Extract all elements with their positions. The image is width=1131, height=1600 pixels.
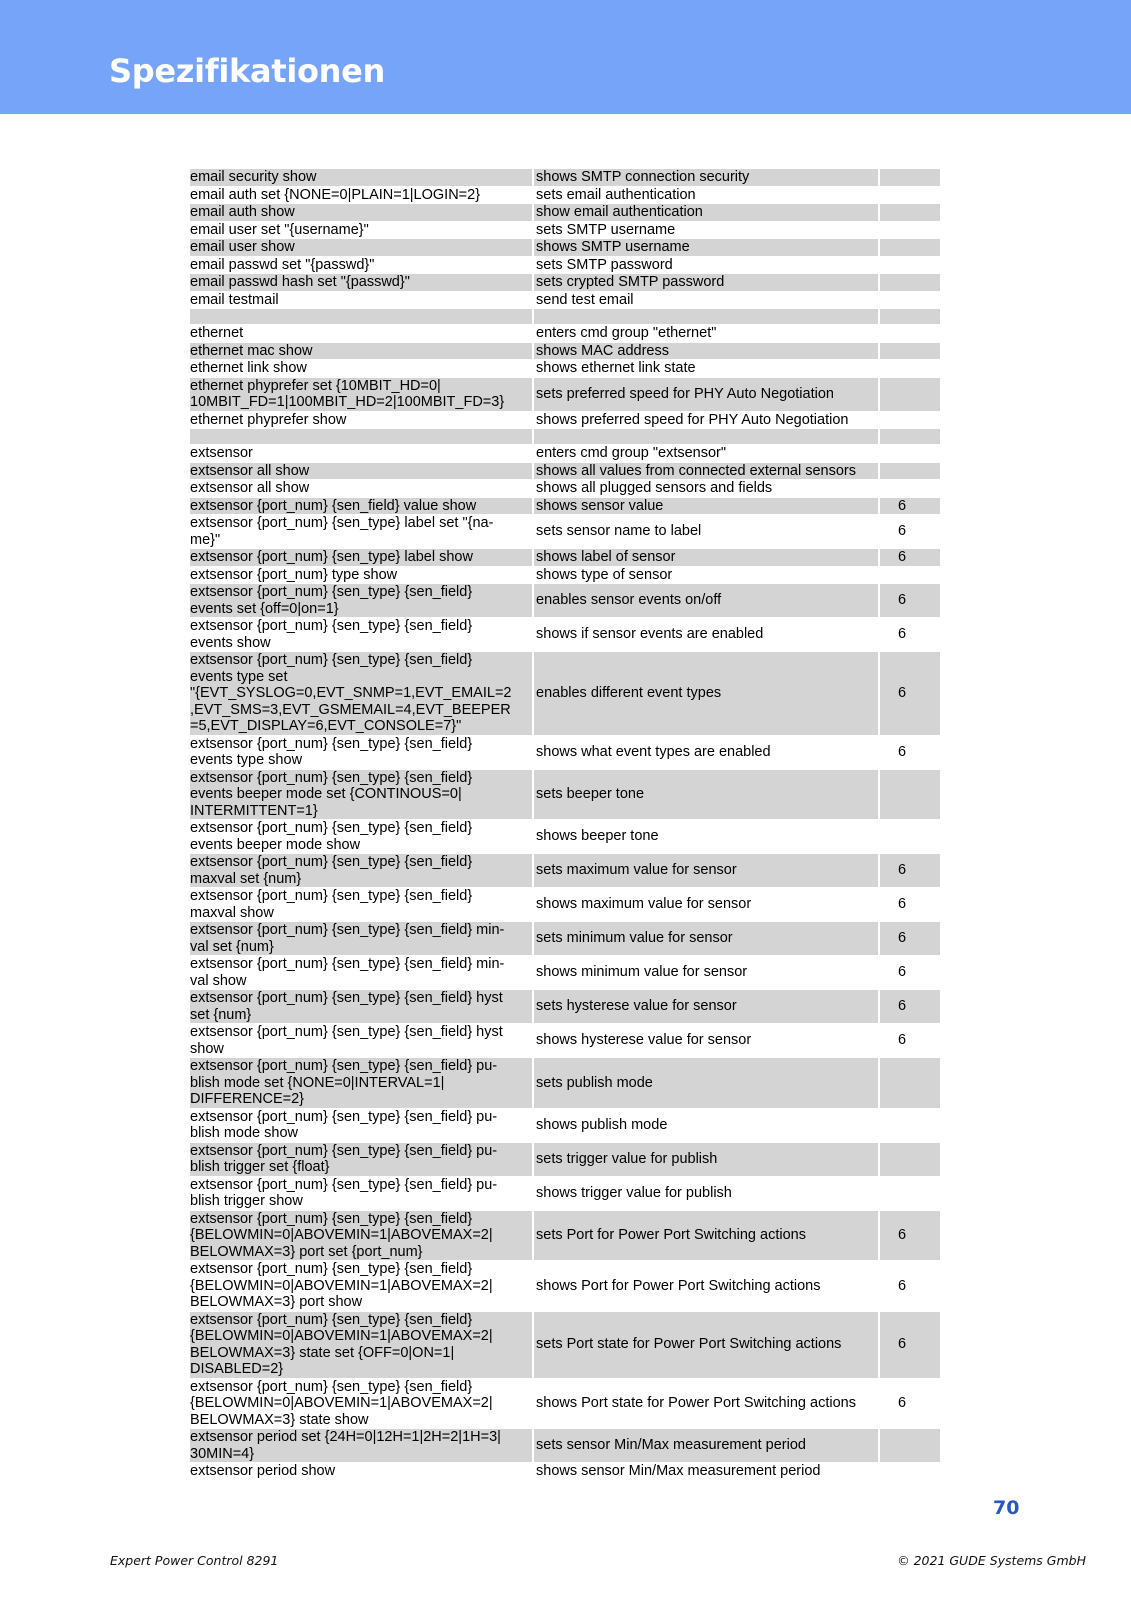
- table-row: [190, 1058, 940, 1108]
- version-cell: [880, 480, 940, 497]
- table-row: [190, 584, 940, 617]
- description-cell: shows minimum value for sensor: [532, 956, 880, 989]
- command-cell: email testmail: [190, 291, 279, 308]
- version-cell: 6: [880, 922, 940, 955]
- version-cell: 6: [880, 1312, 940, 1378]
- command-cell: extsensor {port_num} {sen_type} {sen_field} events set {off=0|on=1}: [190, 584, 532, 617]
- description-cell: shows what event types are enabled: [532, 736, 880, 769]
- description-cell: enables sensor events on/off: [532, 584, 880, 617]
- command-cell: [190, 309, 532, 324]
- description-cell: sets maximum value for sensor: [532, 854, 880, 887]
- command-cell: email passwd hash set "{passwd}": [190, 274, 532, 291]
- version-cell: [880, 360, 940, 377]
- table-row: [190, 480, 940, 497]
- description-cell: shows hysterese value for sensor: [532, 1024, 880, 1057]
- table-row: [190, 652, 940, 735]
- command-cell: extsensor {port_num} {sen_type} {sen_field} {BELOWMIN=0|ABOVEMIN=1|ABOVEMAX=2| BELOWMAX=3} port show: [190, 1261, 493, 1310]
- table-row: [190, 618, 940, 651]
- command-cell: email security show: [190, 169, 532, 186]
- version-cell: 6: [898, 743, 907, 760]
- description-cell: shows Port state for Power Port Switching actions: [532, 1379, 880, 1429]
- table-row: [190, 956, 940, 989]
- description-cell: shows trigger value for publish: [532, 1177, 880, 1210]
- version-cell: 6: [898, 964, 907, 981]
- version-cell: [880, 343, 940, 360]
- command-cell: [190, 429, 532, 444]
- command-table: [190, 168, 940, 1481]
- description-cell: sets minimum value for sensor: [532, 922, 880, 955]
- description-cell: enters cmd group "ethernet": [532, 325, 880, 342]
- table-row: [190, 257, 940, 274]
- table-spacer-row: [190, 429, 940, 444]
- version-cell: [880, 187, 940, 204]
- table-row: [190, 854, 940, 887]
- description-cell: enables different event types: [532, 652, 880, 735]
- description-cell: sets crypted SMTP password: [532, 274, 880, 291]
- command-cell: extsensor {port_num} {sen_type} {sen_field} maxval set {num}: [190, 854, 532, 887]
- command-cell: extsensor period show: [190, 1463, 336, 1479]
- command-cell: ethernet phyprefer set {10MBIT_HD=0| 10MBIT_FD=1|100MBIT_HD=2|100MBIT_FD=3}: [190, 378, 532, 411]
- description-cell: sets Port for Power Port Switching actions: [532, 1211, 880, 1261]
- command-cell: extsensor {port_num} {sen_type} {sen_field} pu- blish mode show: [190, 1108, 498, 1141]
- table-row: [190, 1211, 940, 1261]
- description-cell: shows publish mode: [532, 1109, 880, 1142]
- version-cell: [880, 412, 940, 429]
- description-cell: sets Port state for Power Port Switching actions: [532, 1312, 880, 1378]
- command-cell: extsensor {port_num} {sen_type} {sen_field} {BELOWMIN=0|ABOVEMIN=1|ABOVEMAX=2| BELOWMAX=3} port set {port_num}: [190, 1211, 532, 1261]
- page-header: [0, 0, 1131, 114]
- command-cell: email auth set {NONE=0|PLAIN=1|LOGIN=2}: [190, 186, 481, 203]
- table-row: [190, 463, 940, 480]
- command-cell: ethernet mac show: [190, 343, 532, 360]
- table-row: [190, 360, 940, 377]
- command-cell: extsensor {port_num} {sen_type} label show: [190, 549, 532, 566]
- command-cell: extsensor {port_num} {sen_type} {sen_field} hyst set {num}: [190, 990, 532, 1023]
- table-row: [190, 1109, 940, 1142]
- description-cell: sets trigger value for publish: [532, 1143, 880, 1176]
- description-cell: shows sensor value: [532, 498, 880, 515]
- table-row: [190, 187, 940, 204]
- version-cell: 6: [880, 498, 940, 515]
- command-cell: extsensor all show: [190, 480, 310, 496]
- version-cell: [880, 222, 940, 239]
- command-cell: extsensor all show: [190, 463, 532, 480]
- description-cell: shows sensor Min/Max measurement period: [532, 1463, 880, 1480]
- footer-copyright: © 2021 GUDE Systems GmbH: [897, 1553, 1086, 1568]
- table-row: [190, 736, 940, 769]
- description-cell: shows beeper tone: [532, 820, 880, 853]
- version-cell: [880, 378, 940, 411]
- version-cell: [880, 463, 940, 480]
- version-cell: [880, 1058, 940, 1108]
- description-cell: [532, 309, 880, 324]
- table-row: [190, 378, 940, 411]
- table-row: [190, 888, 940, 921]
- version-cell: [880, 309, 940, 324]
- table-row: [190, 169, 940, 186]
- version-cell: 6: [880, 854, 940, 887]
- command-cell: ethernet link show: [190, 360, 307, 376]
- version-cell: [880, 325, 940, 342]
- table-row: [190, 204, 940, 221]
- description-cell: shows MAC address: [532, 343, 880, 360]
- table-row: [190, 515, 940, 548]
- command-cell: extsensor {port_num} {sen_type} {sen_field} min- val set {num}: [190, 922, 532, 955]
- command-cell: extsensor {port_num} type show: [190, 566, 398, 583]
- version-cell: [880, 204, 940, 221]
- page-number: 70: [993, 1497, 1020, 1519]
- description-cell: sets sensor Min/Max measurement period: [532, 1429, 880, 1462]
- version-cell: 6: [898, 523, 907, 540]
- description-cell: shows Port for Power Port Switching actions: [532, 1261, 880, 1311]
- description-cell: shows preferred speed for PHY Auto Negotiation: [532, 412, 880, 429]
- command-cell: extsensor {port_num} {sen_type} {sen_field} events beeper mode show: [190, 820, 473, 853]
- description-cell: sets sensor name to label: [532, 515, 880, 548]
- version-cell: [880, 1143, 940, 1176]
- footer-product-name: Expert Power Control 8291: [110, 1553, 279, 1568]
- table-row: [190, 274, 940, 291]
- version-cell: 6: [898, 1032, 907, 1049]
- table-row: [190, 1177, 940, 1210]
- description-cell: shows all plugged sensors and fields: [532, 480, 880, 497]
- version-cell: [880, 1463, 940, 1480]
- command-cell: extsensor {port_num} {sen_type} {sen_field} events beeper mode set {CONTINOUS=0| INTERMITTENT=1}: [190, 770, 532, 820]
- command-cell: extsensor {port_num} {sen_type} {sen_field} events type show: [190, 735, 473, 768]
- command-cell: extsensor {port_num} {sen_type} {sen_field} pu- blish mode set {NONE=0|INTERVAL=1| DIFFERENCE=2}: [190, 1058, 532, 1108]
- table-row: [190, 770, 940, 820]
- version-cell: [880, 257, 940, 274]
- table-row: [190, 239, 940, 256]
- version-cell: [880, 169, 940, 186]
- table-row: [190, 445, 940, 462]
- version-cell: 6: [880, 549, 940, 566]
- description-cell: shows maximum value for sensor: [532, 888, 880, 921]
- command-cell: extsensor {port_num} {sen_type} {sen_field} hyst show: [190, 1024, 503, 1057]
- description-cell: show email authentication: [532, 204, 880, 221]
- description-cell: shows if sensor events are enabled: [532, 618, 880, 651]
- table-row: [190, 1312, 940, 1378]
- table-row: [190, 1463, 940, 1480]
- command-cell: extsensor: [190, 445, 253, 461]
- command-cell: extsensor {port_num} {sen_type} {sen_field} {BELOWMIN=0|ABOVEMIN=1|ABOVEMAX=2| BELOWMAX=3} state set {OFF=0|ON=1| DISABLED=2}: [190, 1312, 532, 1378]
- command-cell: extsensor period set {24H=0|12H=1|2H=2|1H=3| 30MIN=4}: [190, 1429, 532, 1462]
- command-cell: extsensor {port_num} {sen_type} {sen_field} pu- blish trigger show: [190, 1176, 498, 1209]
- command-cell: ethernet: [190, 325, 244, 341]
- description-cell: sets preferred speed for PHY Auto Negotiation: [532, 378, 880, 411]
- command-cell: extsensor {port_num} {sen_type} {sen_field} maxval show: [190, 888, 473, 921]
- table-row: [190, 222, 940, 239]
- version-cell: [880, 1109, 940, 1142]
- version-cell: [880, 292, 940, 309]
- table-row: [190, 820, 940, 853]
- table-row: [190, 1429, 940, 1462]
- version-cell: 6: [898, 626, 907, 643]
- table-row: [190, 567, 940, 584]
- version-cell: [880, 770, 940, 820]
- version-cell: [880, 1177, 940, 1210]
- description-cell: sets publish mode: [532, 1058, 880, 1108]
- description-cell: sets beeper tone: [532, 770, 880, 820]
- description-cell: shows SMTP username: [532, 239, 880, 256]
- command-cell: email auth show: [190, 204, 532, 221]
- version-cell: 6: [880, 584, 940, 617]
- table-row: [190, 292, 940, 309]
- version-cell: 6: [880, 990, 940, 1023]
- table-row: [190, 1261, 940, 1311]
- description-cell: sets SMTP username: [532, 222, 880, 239]
- page-title: Spezifikationen: [109, 52, 386, 90]
- version-cell: [880, 1429, 940, 1462]
- command-cell: extsensor {port_num} {sen_type} {sen_field} pu- blish trigger set {float}: [190, 1143, 532, 1176]
- table-row: [190, 412, 940, 429]
- version-cell: 6: [880, 652, 940, 735]
- command-cell: ethernet phyprefer show: [190, 411, 347, 428]
- description-cell: shows type of sensor: [532, 567, 880, 584]
- version-cell: [880, 567, 940, 584]
- table-row: [190, 1379, 940, 1429]
- description-cell: shows all values from connected external sensors: [532, 463, 880, 480]
- command-cell: email passwd set "{passwd}": [190, 256, 375, 273]
- version-cell: 6: [880, 1211, 940, 1261]
- table-row: [190, 343, 940, 360]
- table-row: [190, 1024, 940, 1057]
- version-cell: [880, 445, 940, 462]
- table-row: [190, 1143, 940, 1176]
- description-cell: send test email: [532, 292, 880, 309]
- description-cell: shows ethernet link state: [532, 360, 880, 377]
- version-cell: 6: [898, 1277, 907, 1294]
- version-cell: 6: [898, 1395, 907, 1411]
- command-cell: extsensor {port_num} {sen_field} value show: [190, 498, 532, 515]
- description-cell: sets hysterese value for sensor: [532, 990, 880, 1023]
- command-cell: extsensor {port_num} {sen_type} label set "{na- me}": [190, 515, 494, 548]
- version-cell: [880, 239, 940, 256]
- table-row: [190, 325, 940, 342]
- table-row: [190, 990, 940, 1023]
- table-row: [190, 498, 940, 515]
- command-cell: extsensor {port_num} {sen_type} {sen_field} events show: [190, 618, 473, 651]
- command-cell: extsensor {port_num} {sen_type} {sen_field} events type set "{EVT_SYSLOG=0,EVT_SNMP=1,EVT_EMAIL=2 ,EVT_SMS=3,EVT_GSMEMAIL=4,EVT_BEEPER =5,EVT_DISPLAY=6,EVT_CONSOLE=7}": [190, 652, 532, 735]
- command-cell: email user show: [190, 239, 532, 256]
- version-cell: 6: [898, 896, 907, 913]
- version-cell: [880, 820, 940, 853]
- version-cell: [880, 429, 940, 444]
- table-row: [190, 922, 940, 955]
- command-cell: extsensor {port_num} {sen_type} {sen_field} {BELOWMIN=0|ABOVEMIN=1|ABOVEMAX=2| BELOWMAX=3} state show: [190, 1378, 493, 1428]
- description-cell: [532, 429, 880, 444]
- description-cell: shows label of sensor: [532, 549, 880, 566]
- table-row: [190, 549, 940, 566]
- description-cell: sets email authentication: [532, 187, 880, 204]
- command-cell: email user set "{username}": [190, 221, 369, 238]
- command-cell: extsensor {port_num} {sen_type} {sen_field} min- val show: [190, 956, 505, 989]
- version-cell: [880, 274, 940, 291]
- description-cell: sets SMTP password: [532, 257, 880, 274]
- description-cell: shows SMTP connection security: [532, 169, 880, 186]
- table-spacer-row: [190, 309, 940, 324]
- description-cell: enters cmd group "extsensor": [532, 445, 880, 462]
